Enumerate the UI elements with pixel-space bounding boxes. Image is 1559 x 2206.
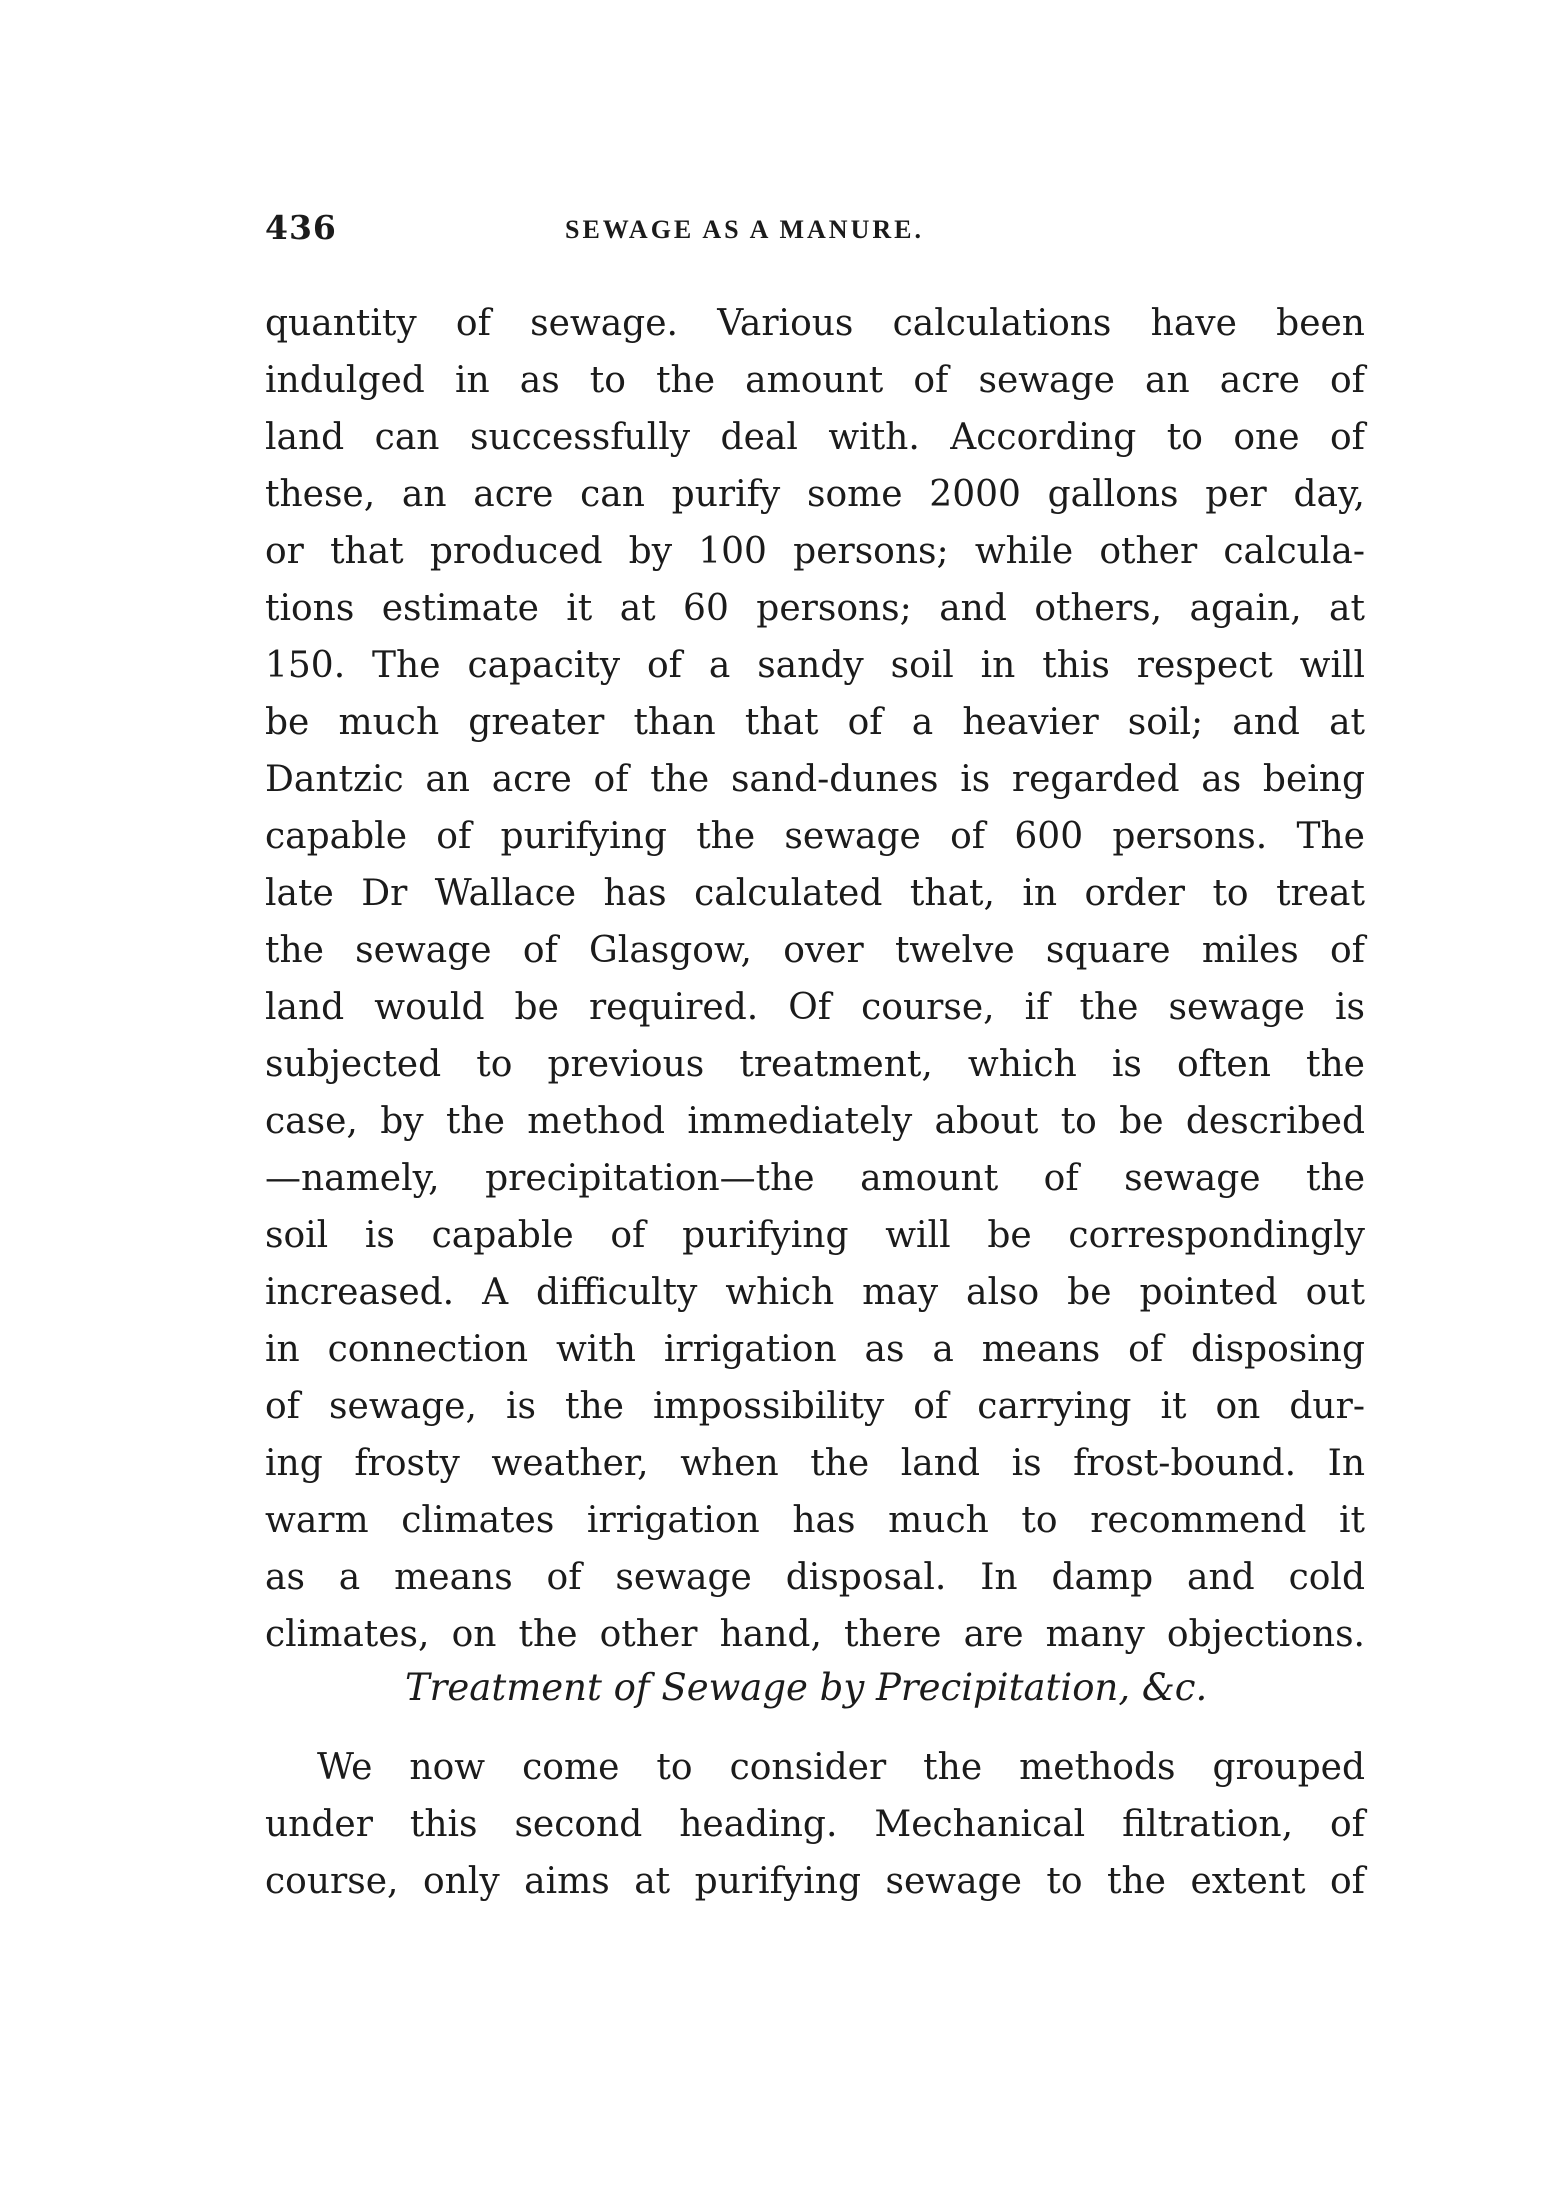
text-line: climates, on the other hand, there are many objections. (265, 1614, 1365, 1655)
text-line: late Dr Wallace has calculated that, in order to treat (265, 873, 1365, 914)
text-line: of sewage, is the impossibility of carrying it on dur- (265, 1386, 1365, 1427)
text-line: indulged in as to the amount of sewage an acre of (265, 360, 1365, 401)
text-line: or that produced by 100 persons; while other calcula- (265, 531, 1365, 572)
text-line: under this second heading. Mechanical filtration, of (265, 1804, 1365, 1845)
text-line: as a means of sewage disposal. In damp and cold (265, 1557, 1365, 1598)
text-line: capable of purifying the sewage of 600 persons. The (265, 816, 1365, 857)
page-header (265, 208, 1365, 256)
page-number: 436 (265, 208, 337, 247)
text-line: be much greater than that of a heavier soil; and at (265, 702, 1365, 743)
text-line: these, an acre can purify some 2000 gallons per day, (265, 474, 1365, 515)
text-line: increased. A difficulty which may also be pointed out (265, 1272, 1365, 1313)
text-line: course, only aims at purifying sewage to the extent of (265, 1861, 1365, 1902)
text-line: warm climates irrigation has much to recommend it (265, 1500, 1365, 1541)
text-line: We now come to consider the methods grouped (317, 1747, 1365, 1788)
text-line: 150. The capacity of a sandy soil in this respect will (265, 645, 1365, 686)
text-line: soil is capable of purifying will be correspondingly (265, 1215, 1365, 1256)
text-line: the sewage of Glasgow, over twelve square miles of (265, 930, 1365, 971)
text-line: subjected to previous treatment, which is often the (265, 1044, 1365, 1085)
text-line: in connection with irrigation as a means of disposing (265, 1329, 1365, 1370)
section-subheading: Treatment of Sewage by Precipitation, &c. (405, 1666, 1208, 1709)
text-line: quantity of sewage. Various calculations have been (265, 303, 1365, 344)
text-line: case, by the method immediately about to be described (265, 1101, 1365, 1142)
running-head: SEWAGE AS A MANURE. (565, 215, 924, 244)
text-line: land would be required. Of course, if the sewage is (265, 987, 1365, 1028)
text-line: land can successfully deal with. According to one of (265, 417, 1365, 458)
text-line: tions estimate it at 60 persons; and others, again, at (265, 588, 1365, 629)
text-line: ing frosty weather, when the land is frost-bound. In (265, 1443, 1365, 1484)
text-line: Dantzic an acre of the sand-dunes is regarded as being (265, 759, 1365, 800)
text-line: —namely, precipitation—the amount of sewage the (265, 1158, 1365, 1199)
